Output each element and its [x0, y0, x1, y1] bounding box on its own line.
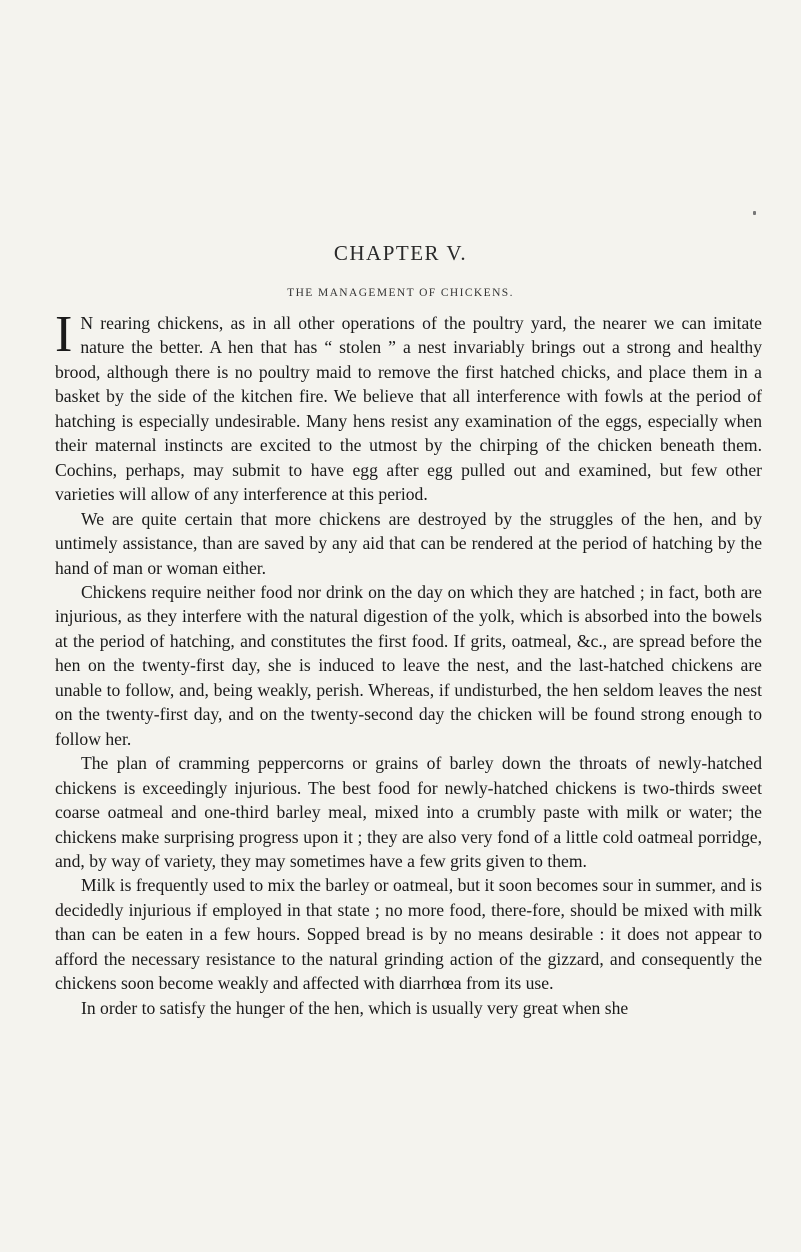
paragraph-4: The plan of cramming peppercorns or grains of barley down the throats of newly-hatched chickens is exceedingly injurious. The best food for newly-hatched chickens is two-thirds sweet coarse oatmeal and one-third barley meal, mixed into a crumbly paste with milk or water; the chickens make surprising progress upon it ; they are also very fond of a little cold oatmeal porridge, and, by way of variety, they may sometimes have a few grits given to them. — [55, 753, 762, 871]
body-text — [55, 306, 762, 1020]
paragraph-1 — [55, 306, 762, 507]
paragraph-1-text: N rearing chickens, as in all other operations of the poultry yard, the nearer we can imitate nature the better. A hen that has “ stolen ” a nest invariably brings out a strong and healthy brood, although there is no poultry maid to remove the first hatched chicks, and place them in a basket by the side of the kitchen fire. We believe that all interference with fowls at the period of hatching is especially undesirable. Many hens resist any examination of the eggs, especially when their maternal instincts are excited to the utmost by the chirping of the chicken beneath them. Cochins, perhaps, may submit to have egg after egg pulled out and examined, but few other varieties will allow of any interference at this period. — [55, 313, 762, 505]
margin-speck — [753, 211, 756, 215]
drop-cap: I — [55, 306, 73, 363]
chapter-title: CHAPTER V. — [333, 241, 468, 265]
section-title: THE MANAGEMENT OF CHICKENS. — [287, 287, 514, 299]
paragraph-2: We are quite certain that more chickens are destroyed by the struggles of the hen, and by untimely assistance, than are saved by any aid that can be rendered at the period of hatching by the hand of man or woman either. — [55, 508, 762, 578]
paragraph-3: Chickens require neither food nor drink on the day on which they are hatched ; in fact, both are injurious, as they interfere with the natural digestion of the yolk, which is absorbed into the bowels at the period of hatching, and constitutes the first food. If grits, oatmeal, &c., are spread before the hen on the twenty-first day, she is induced to leave the nest, and the last-hatched chickens are unable to follow, and, being weakly, perish. Whereas, if undisturbed, the hen seldom leaves the nest on the twenty-first day, and on the twenty-second day the chicken will be found strong enough to follow her. — [55, 581, 762, 749]
paragraph-6: In order to satisfy the hunger of the hen, which is usually very great when she — [81, 997, 629, 1018]
paragraph-5: Milk is frequently used to mix the barley or oatmeal, but it soon becomes sour in summer, and is decidedly injurious if employed in that state ; no more food, there-fore, should be mixed with milk than can be eaten in a few hours. Sopped bread is by no means desirable : it does not appear to afford the necessary resistance to the natural grinding action of the gizzard, and consequently the chickens soon become weakly and affected with diarrhœa from its use. — [55, 875, 762, 994]
